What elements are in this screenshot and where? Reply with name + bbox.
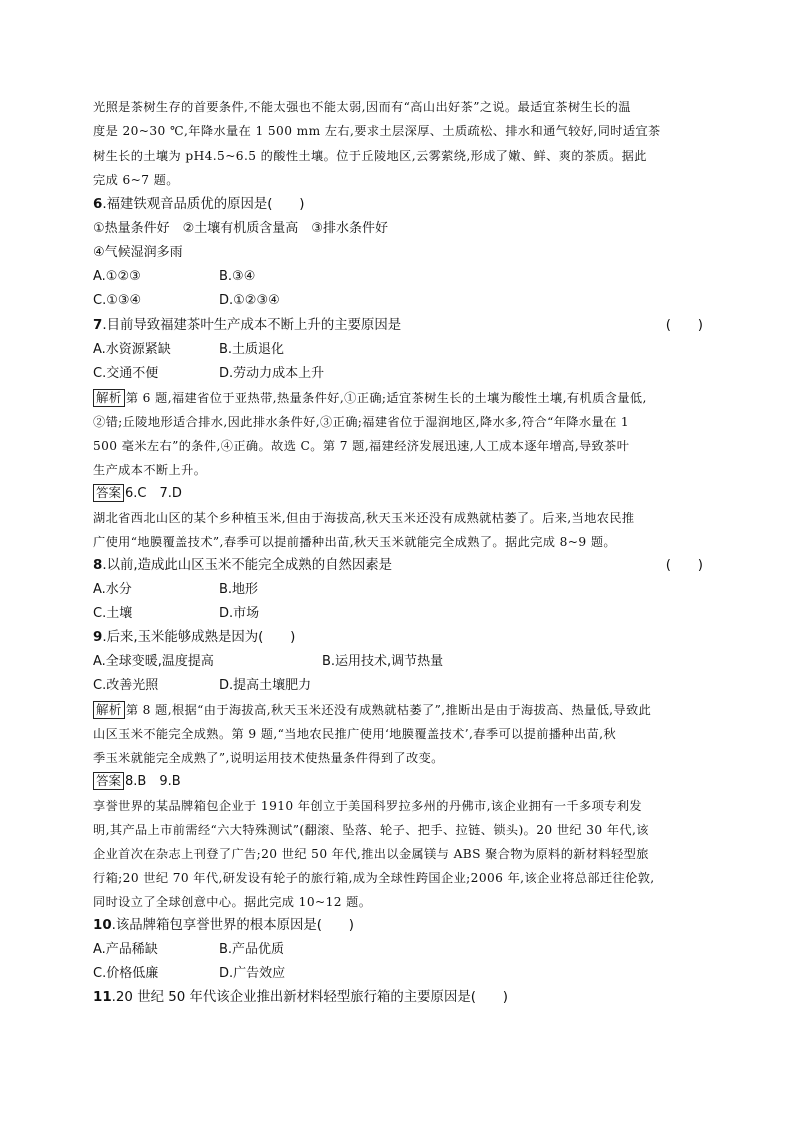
question-number: 11 bbox=[93, 990, 112, 1005]
question-text: .后来,玉米能够成熟是因为( ) bbox=[102, 630, 296, 645]
option-d: D.市场 bbox=[219, 606, 260, 621]
question-number: 6 bbox=[93, 197, 103, 212]
option-a: A.水资源紧缺 bbox=[93, 342, 171, 357]
option-a: A.水分 bbox=[93, 582, 132, 597]
question-8-stem bbox=[93, 556, 703, 576]
answer-6-7 bbox=[93, 484, 703, 504]
option-b: B.产品优质 bbox=[219, 942, 285, 957]
question-text: .以前,造成此山区玉米不能完全成熟的自然因素是 bbox=[102, 558, 393, 573]
analysis-line: 生产成本不断上升。 bbox=[93, 463, 207, 477]
question-text: .该品牌箱包享誉世界的根本原因是( ) bbox=[111, 918, 354, 933]
option-c: C.①③④ bbox=[93, 293, 142, 308]
analysis-line: 季玉米就能完全成熟了”,说明运用技术使热量条件得到了改变。 bbox=[93, 751, 444, 765]
option-c: C.价格低廉 bbox=[93, 966, 159, 981]
analysis-line: ②错;丘陵地形适合排水,因此排水条件好,③正确;福建省位于湿润地区,降水多,符合“年降水量在 1 bbox=[93, 415, 630, 429]
question-number: 8 bbox=[93, 558, 103, 573]
passage1-line: 完成 6~7 题。 bbox=[93, 173, 179, 187]
question-number: 10 bbox=[93, 918, 112, 933]
option-d: D.①②③④ bbox=[219, 293, 280, 308]
option-a: A.全球变暖,温度提高 bbox=[93, 654, 214, 669]
analysis-label: 解析 bbox=[93, 701, 125, 719]
passage3-line: 明,其产品上市前需经“六大特殊测试”(翻滚、坠落、轮子、把手、拉链、锁头)。20 世纪 30 年代,该 bbox=[93, 823, 649, 837]
question-text: .20 世纪 50 年代该企业推出新材料轻型旅行箱的主要原因是( ) bbox=[111, 990, 508, 1005]
option-d: D.劳动力成本上升 bbox=[219, 366, 325, 381]
analysis-line: 第 8 题,根据“由于海拔高,秋天玉米还没有成熟就枯萎了”,推断出是由于海拔高、热量低,导致此 bbox=[125, 703, 652, 717]
passage1-line: 树生长的土壤为 pH4.5~6.5 的酸性土壤。位于丘陵地区,云雾萦绕,形成了嫩、鲜、爽的茶质。据此 bbox=[93, 149, 647, 163]
option-d: D.广告效应 bbox=[219, 966, 286, 981]
option-b: B.土质退化 bbox=[219, 342, 285, 357]
passage1-line: 度是 20~30 ℃,年降水量在 1 500 mm 左右,要求土层深厚、土质疏松、排水和通气较好,同时适宜茶 bbox=[93, 124, 661, 138]
option-c: C.改善光照 bbox=[93, 678, 159, 693]
option-c: C.交通不便 bbox=[93, 366, 159, 381]
analysis-6-7 bbox=[93, 388, 703, 408]
analysis-label: 解析 bbox=[93, 389, 125, 407]
question-text: .目前导致福建茶叶生产成本不断上升的主要原因是 bbox=[102, 318, 402, 333]
option-c: C.土壤 bbox=[93, 606, 133, 621]
analysis-line: 500 毫米左右”的条件,④正确。故选 C。第 7 题,福建经济发展迅速,人工成本逐年增高,导致茶叶 bbox=[93, 439, 630, 453]
passage3-line: 行箱;20 世纪 70 年代,研发设有轮子的旅行箱,成为全球性跨国企业;2006 年,该企业将总部迁往伦敦, bbox=[93, 871, 655, 885]
answer-8-9 bbox=[93, 772, 703, 792]
analysis-line: 山区玉米不能完全成熟。第 9 题,“当地农民推广使用‘地膜覆盖技术’,春季可以提前播种出苗,秋 bbox=[93, 727, 617, 741]
passage3-line: 企业首次在杂志上刊登了广告;20 世纪 50 年代,推出以金属镁与 ABS 聚合物为原料的新材料轻型旅 bbox=[93, 847, 649, 861]
passage3-line: 同时设立了全球创意中心。据此完成 10~12 题。 bbox=[93, 895, 372, 909]
question-7-stem bbox=[93, 316, 703, 336]
question-number: 9 bbox=[93, 630, 103, 645]
answer-text: 8.B 9.B bbox=[125, 774, 181, 789]
question-6-items: ④气候湿润多雨 bbox=[93, 245, 183, 260]
passage2-line: 湖北省西北山区的某个乡种植玉米,但由于海拔高,秋天玉米还没有成熟就枯萎了。后来,当地农民推 bbox=[93, 511, 635, 525]
option-a: A.①②③ bbox=[93, 269, 141, 284]
question-number: 7 bbox=[93, 318, 103, 333]
passage3-line: 享誉世界的某品牌箱包企业于 1910 年创立于美国科罗拉多州的丹佛市,该企业拥有一千多项专利发 bbox=[93, 799, 642, 813]
answer-label: 答案 bbox=[93, 772, 124, 790]
option-b: B.运用技术,调节热量 bbox=[322, 654, 444, 669]
option-a: A.产品稀缺 bbox=[93, 942, 158, 957]
option-d: D.提高土壤肥力 bbox=[219, 678, 312, 693]
question-6-stem bbox=[93, 195, 703, 215]
answer-blank: ( ) bbox=[665, 318, 703, 333]
question-10-stem bbox=[93, 916, 703, 936]
question-6-items: ①热量条件好 ②土壤有机质含量高 ③排水条件好 bbox=[93, 221, 388, 236]
question-11-stem bbox=[93, 988, 703, 1008]
analysis-8-9 bbox=[93, 700, 703, 720]
answer-label: 答案 bbox=[93, 484, 124, 502]
passage1-line: 光照是茶树生存的首要条件,不能太强也不能太弱,因而有“高山出好茶”之说。最适宜茶树生长的温 bbox=[93, 100, 631, 114]
answer-text: 6.C 7.D bbox=[125, 486, 182, 501]
answer-blank: ( ) bbox=[665, 558, 703, 573]
question-text: .福建铁观音品质优的原因是( ) bbox=[102, 197, 305, 212]
question-9-stem bbox=[93, 628, 703, 648]
analysis-line: 第 6 题,福建省位于亚热带,热量条件好,①正确;适宜茶树生长的土壤为酸性土壤,有机质含量低, bbox=[125, 391, 647, 405]
option-b: B.③④ bbox=[219, 269, 256, 284]
passage2-line: 广使用“地膜覆盖技术”,春季可以提前播种出苗,秋天玉米就能完全成熟了。据此完成 8~9 题。 bbox=[93, 535, 617, 549]
option-b: B.地形 bbox=[219, 582, 259, 597]
